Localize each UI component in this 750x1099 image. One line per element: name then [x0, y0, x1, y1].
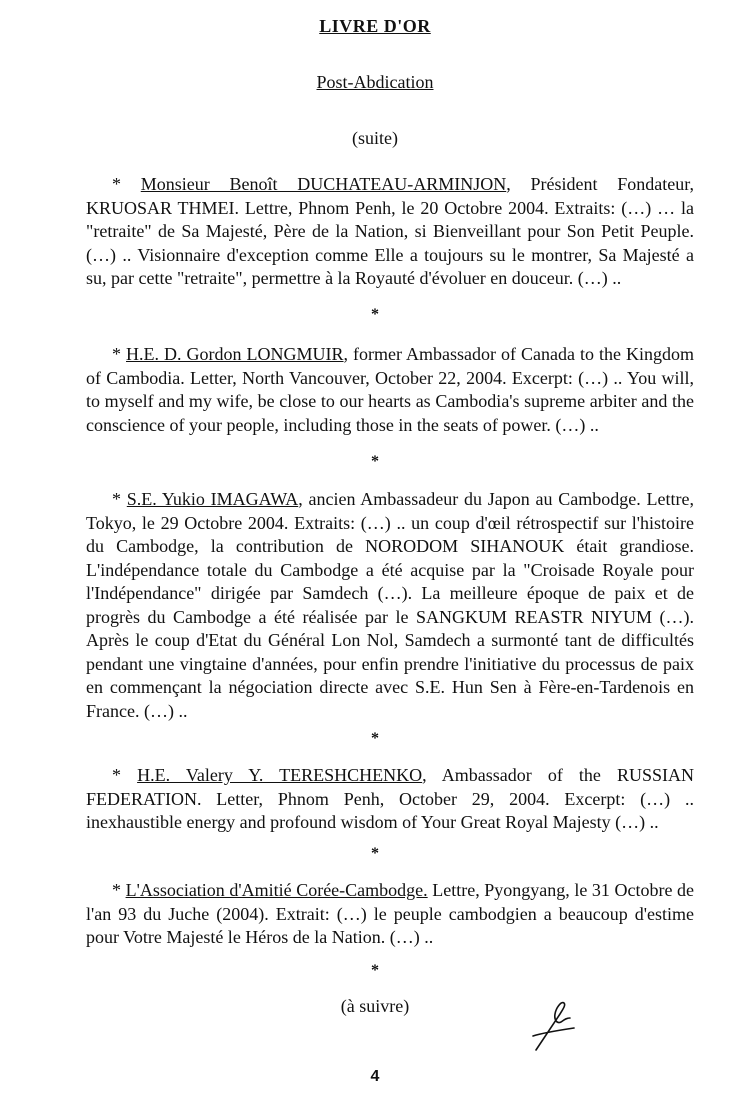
- entry-text: , former Ambassador of Canada to the Kingdom of Cambodia. Letter, North Vancouver, October 22, 2004. Excerpt: (…) .. You will, to myself and my wife, be close to our hearts as Cambodia's supreme arbiter and the conscience of your people, including those in the seats of power. (…) ..: [86, 344, 695, 435]
- document-subtitle: Post-Abdication: [316, 72, 434, 92]
- entry-association-coree-cambodge: [86, 879, 694, 950]
- document-title: LIVRE D'OR: [319, 16, 431, 36]
- entry-name: H.E. D. Gordon LONGMUIR: [126, 344, 344, 364]
- entry-text: , Ambassador of the RUSSIAN FEDERATION. Letter, Phnom Penh, October 29, 2004. Excerpt: (…) .. inexhaustible energy and profound wisdom of Your Great Royal Majesty (…) ..: [86, 765, 694, 832]
- entry-duchateau-arminjon: [86, 173, 694, 291]
- entry-tereshchenko: [86, 764, 694, 835]
- separator-star: *: [371, 845, 379, 862]
- entry-text: Lettre, Pyongyang, le 31 Octobre de l'an 93 du Juche (2004). Extrait: (…) le peuple cambodgien a beaucoup d'estime pour Votre Majesté le Héros de la Nation. (…) ..: [86, 880, 695, 947]
- entry-imagawa: [86, 488, 694, 723]
- entry-name: H.E. Valery Y. TERESHCHENKO: [137, 765, 423, 785]
- entry-text: , ancien Ambassadeur du Japon au Cambodge. Lettre, Tokyo, le 29 Octobre 2004. Extraits: (…) .. un coup d'œil rétrospectif sur l'histoire du Cambodge, la contribution de NORODOM SIHANOUK était grandiose. L'indépendance totale du Cambodge a été acquise par la "Croisade Royale pour l'Indépendance" dirigée par Samdech (…). La meilleure époque de paix et de progrès du Cambodge a été réalisée par le SANGKUM REASTR NIYUM (…). Après le coup d'Etat du Général Lon Nol, Samdech a surmonté tant de difficultés pendant une vingtaine d'années, pour enfin prendre l'initiative du processus de paix en commençant la négociation directe avec S.E. Hun Sen à Fère-en-Tardenois en France. (…) ..: [86, 489, 695, 721]
- entry-name: Monsieur Benoît DUCHATEAU-ARMINJON: [140, 174, 507, 194]
- separator-star: *: [371, 306, 379, 323]
- continuation-label: (suite): [352, 128, 398, 148]
- separator-star: *: [371, 962, 379, 979]
- separator-star: *: [371, 730, 379, 747]
- entry-name: S.E. Yukio IMAGAWA: [126, 489, 299, 509]
- entry-marker: *: [112, 489, 127, 509]
- entry-marker: *: [112, 880, 126, 900]
- signature-mark: [530, 1000, 576, 1052]
- entry-marker: *: [112, 174, 141, 194]
- separator-star: *: [371, 453, 379, 470]
- entry-marker: *: [112, 765, 138, 785]
- entry-name: L'Association d'Amitié Corée-Cambodge.: [125, 880, 428, 900]
- page-number: 4: [370, 1068, 380, 1085]
- entry-longmuir: [86, 343, 694, 437]
- to-be-continued-label: (à suivre): [340, 996, 410, 1016]
- entry-text: , Président Fondateur, KRUOSAR THMEI. Lettre, Phnom Penh, le 20 Octobre 2004. Extraits: (…) … la "retraite" de Sa Majesté, Père de la Nation, si Bienveillant pour Son Petit Peuple. (…) .. Visionnaire d'exception comme Elle a toujours su le montrer, Sa Majesté a su, par cette "retraite", permettre à la Royauté d'évoluer en douceur. (…) ..: [86, 174, 694, 288]
- entry-marker: *: [112, 344, 127, 364]
